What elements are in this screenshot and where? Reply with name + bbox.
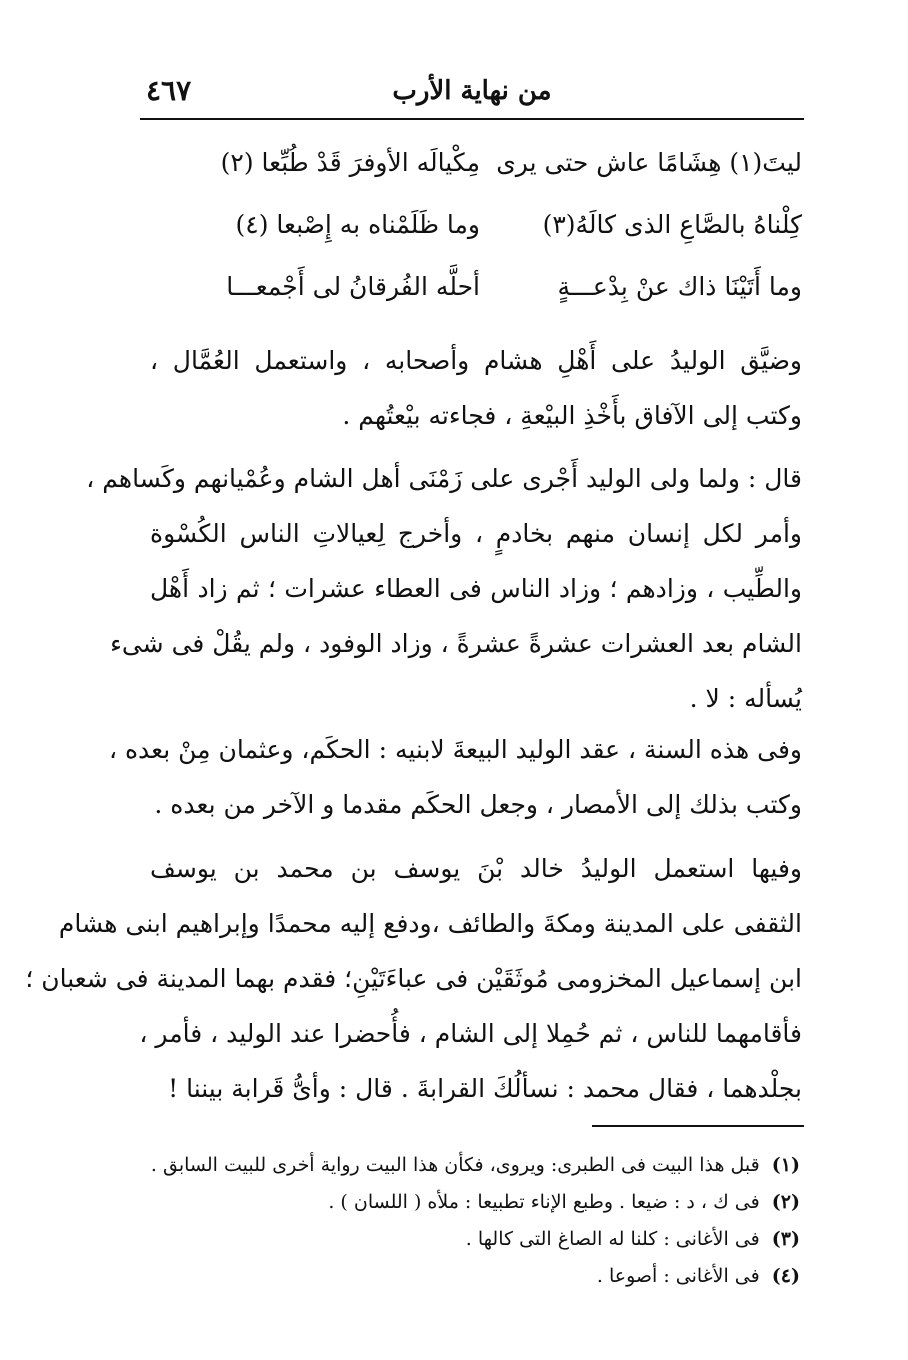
text-line: وفى هذه السنة ، عقد الوليد البيعةَ لابنيه : الحكَم، وعثمان مِنْ بعده ، bbox=[108, 735, 802, 764]
verse-line bbox=[150, 210, 802, 260]
footnote-text: قبل هذا البيت فى الطبرى: ويروى، فكأن هذا البيت رواية أخرى للبيت السابق . bbox=[150, 1154, 760, 1176]
text-line: قال : ولما ولى الوليد أَجْرى على زَمْنَى أهل الشام وعُمْيانهم وكَساهم ، bbox=[86, 464, 802, 493]
footnote-number: (٣) bbox=[771, 1228, 800, 1250]
footnotes bbox=[140, 1147, 800, 1295]
text-line: وأمر لكل إنسان منهم بخادمٍ ، وأخرج لِعيالاتِ الناس الكُسْوة bbox=[150, 519, 802, 548]
paragraph bbox=[86, 451, 802, 726]
verse-hemistich-first: ليتَ(١) هِشَامًا عاش حتى يرى bbox=[496, 148, 802, 177]
verse-hemistich-second: مِكْيالَه الأوفرَ قَدْ طُبِّعا (٢) bbox=[220, 148, 480, 177]
verse-line bbox=[150, 148, 802, 198]
paragraph bbox=[108, 722, 802, 832]
footnote-number: (٤) bbox=[771, 1265, 800, 1287]
text-line: فأقامهما للناس ، ثم حُمِلا إلى الشام ، فأُحضرا عند الوليد ، فأمر ، bbox=[139, 1019, 802, 1048]
page-number: ٤٦٧ bbox=[146, 74, 192, 107]
text-line: وكتب بذلك إلى الأمصار ، وجعل الحكَم مقدما و الآخر من بعده . bbox=[154, 790, 802, 819]
paragraph bbox=[25, 841, 802, 1116]
header-rule bbox=[140, 118, 804, 120]
verse-hemistich-first: كِلْناهُ بالصَّاعِ الذى كالَهُ(٣) bbox=[542, 210, 802, 239]
text-line: بجلْدهما ، فقال محمد : نسألُكَ القرابةَ . قال : وأىُّ قَرابة بيننا ! bbox=[168, 1074, 802, 1103]
text-line: والطِّيب ، وزادهم ؛ وزاد الناس فى العطاء عشرات ؛ ثم زاد أَهْل bbox=[150, 574, 802, 603]
text-line: ابن إسماعيل المخزومى مُوثَقَيْن فى عباءَتَيْنِ؛ فقدم بهما المدينة فى شعبان ؛ bbox=[25, 964, 802, 993]
text-line: يُسأله : لا . bbox=[689, 684, 802, 713]
running-title: من نهاية الأرب bbox=[392, 76, 552, 106]
footnote bbox=[140, 1221, 800, 1258]
page-header bbox=[140, 70, 804, 118]
verse-line bbox=[150, 272, 802, 322]
footnote-number: (٢) bbox=[771, 1191, 800, 1213]
text-line: وضيَّق الوليدُ على أَهْلِ هشام وأصحابه ، واستعمل العُمَّال ، bbox=[150, 346, 802, 375]
text-line: وكتب إلى الآفاق بأَخْذِ البيْعةِ ، فجاءته بيْعتُهم . bbox=[342, 401, 802, 430]
text-line: الشام بعد العشرات عشرةً عشرةً ، وزاد الوفود ، ولم يقُلْ فى شىء bbox=[110, 629, 802, 658]
footnote bbox=[140, 1258, 800, 1295]
verse-hemistich-first: وما أَتَيْنَا ذاك عنْ بِدْعـــةٍ bbox=[557, 272, 802, 301]
footnote-text: فى الأغانى : أصوعا . bbox=[596, 1265, 760, 1287]
footnote-number: (١) bbox=[771, 1154, 800, 1176]
text-line: وفيها استعمل الوليدُ خالد بْنَ يوسف بن محمد بن يوسف bbox=[150, 854, 802, 883]
footnote-text: فى ك ، د : ضيعا . وطبع الإناء تطبيعا : ملأه ( اللسان ) . bbox=[328, 1191, 760, 1213]
verse-hemistich-second: أحلَّه الفُرقانُ لى أَجْمعـــا bbox=[226, 272, 480, 301]
text-line: الثقفى على المدينة ومكةَ والطائف ،ودفع إليه محمدًا وإبراهيم ابنى هشام bbox=[58, 909, 802, 938]
footnote-rule bbox=[592, 1125, 804, 1127]
verse-hemistich-second: وما ظَلَمْناه به إِصْبعا (٤) bbox=[235, 210, 480, 239]
footnote-text: فى الأغانى : كلنا له الصاغ التى كالها . bbox=[465, 1228, 760, 1250]
footnote bbox=[140, 1147, 800, 1184]
paragraph bbox=[150, 333, 802, 443]
footnote bbox=[140, 1184, 800, 1221]
